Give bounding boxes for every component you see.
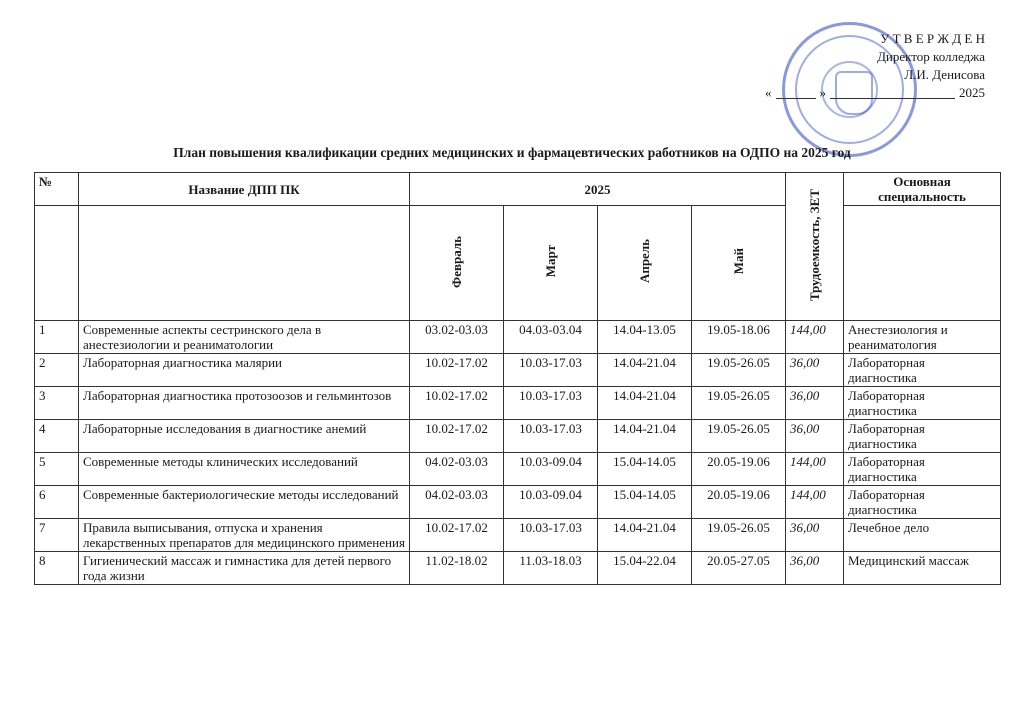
row-zet: 36,00 <box>786 420 844 453</box>
row-mar-dates: 10.03-17.03 <box>504 387 598 420</box>
row-program-name: Современные методы клинических исследований <box>79 453 410 486</box>
row-specialty: Лабораторная диагностика <box>844 387 1001 420</box>
row-zet: 36,00 <box>786 354 844 387</box>
row-apr-dates: 14.04-13.05 <box>598 321 692 354</box>
row-zet: 144,00 <box>786 321 844 354</box>
approval-position: Директор колледжа <box>877 49 985 64</box>
row-num: 5 <box>35 453 79 486</box>
approval-date-line <box>765 84 985 102</box>
row-num: 2 <box>35 354 79 387</box>
row-apr-dates: 14.04-21.04 <box>598 354 692 387</box>
row-zet: 36,00 <box>786 387 844 420</box>
header-month-feb: Февраль <box>410 206 504 321</box>
row-program-name: Лабораторная диагностика протозоозов и гельминтозов <box>79 387 410 420</box>
row-program-name: Лабораторные исследования в диагностике анемий <box>79 420 410 453</box>
header-month-apr: Апрель <box>598 206 692 321</box>
table-body <box>35 321 1001 585</box>
row-feb-dates: 04.02-03.03 <box>410 453 504 486</box>
row-apr-dates: 15.04-14.05 <box>598 453 692 486</box>
row-zet: 144,00 <box>786 486 844 519</box>
header-specialty: Основная специальность <box>844 173 1001 206</box>
row-specialty: Лабораторная диагностика <box>844 354 1001 387</box>
row-mar-dates: 10.03-09.04 <box>504 453 598 486</box>
row-num: 7 <box>35 519 79 552</box>
row-may-dates: 19.05-26.05 <box>692 420 786 453</box>
row-specialty: Лабораторная диагностика <box>844 420 1001 453</box>
date-day-blank <box>776 98 816 99</box>
row-may-dates: 19.05-18.06 <box>692 321 786 354</box>
row-mar-dates: 10.03-17.03 <box>504 519 598 552</box>
header-name-blank <box>79 206 410 321</box>
row-may-dates: 20.05-19.06 <box>692 453 786 486</box>
approval-block <box>765 30 985 102</box>
row-num: 3 <box>35 387 79 420</box>
table-row <box>35 519 1001 552</box>
row-mar-dates: 10.03-17.03 <box>504 420 598 453</box>
quote-open: « <box>765 85 772 100</box>
row-zet: 144,00 <box>786 453 844 486</box>
row-may-dates: 20.05-19.06 <box>692 486 786 519</box>
row-feb-dates: 10.02-17.02 <box>410 354 504 387</box>
row-specialty: Медицинский массаж <box>844 552 1001 585</box>
row-num: 6 <box>35 486 79 519</box>
row-may-dates: 20.05-27.05 <box>692 552 786 585</box>
row-may-dates: 19.05-26.05 <box>692 519 786 552</box>
row-mar-dates: 11.03-18.03 <box>504 552 598 585</box>
table-row <box>35 321 1001 354</box>
row-apr-dates: 14.04-21.04 <box>598 519 692 552</box>
table-row <box>35 354 1001 387</box>
row-apr-dates: 14.04-21.04 <box>598 420 692 453</box>
row-program-name: Гигиенический массаж и гимнастика для детей первого года жизни <box>79 552 410 585</box>
quote-close: » <box>819 85 826 100</box>
row-program-name: Современные бактериологические методы исследований <box>79 486 410 519</box>
row-mar-dates: 04.03-03.04 <box>504 321 598 354</box>
header-num-blank <box>35 206 79 321</box>
row-program-name: Современные аспекты сестринского дела в анестезиологии и реаниматологии <box>79 321 410 354</box>
table-row <box>35 552 1001 585</box>
training-plan-table <box>34 172 1001 585</box>
row-zet: 36,00 <box>786 552 844 585</box>
row-specialty: Лабораторная диагностика <box>844 453 1001 486</box>
row-may-dates: 19.05-26.05 <box>692 387 786 420</box>
page-title: План повышения квалификации средних медицинских и фармацевтических работников на ОДПО на 2025 год <box>173 145 851 160</box>
table-row <box>35 420 1001 453</box>
header-zet <box>786 173 844 321</box>
row-feb-dates: 11.02-18.02 <box>410 552 504 585</box>
row-feb-dates: 10.02-17.02 <box>410 519 504 552</box>
row-specialty: Лечебное дело <box>844 519 1001 552</box>
row-apr-dates: 14.04-21.04 <box>598 387 692 420</box>
row-specialty: Анестезиология и реаниматология <box>844 321 1001 354</box>
header-specialty-blank <box>844 206 1001 321</box>
approval-name: Л.И. Денисова <box>904 67 985 82</box>
header-num: № <box>35 173 79 206</box>
approval-status: У Т В Е Р Ж Д Е Н <box>880 31 985 46</box>
row-apr-dates: 15.04-22.04 <box>598 552 692 585</box>
header-name: Название ДПП ПК <box>79 173 410 206</box>
row-mar-dates: 10.03-17.03 <box>504 354 598 387</box>
row-specialty: Лабораторная диагностика <box>844 486 1001 519</box>
row-zet: 36,00 <box>786 519 844 552</box>
row-num: 4 <box>35 420 79 453</box>
row-feb-dates: 03.02-03.03 <box>410 321 504 354</box>
row-apr-dates: 15.04-14.05 <box>598 486 692 519</box>
date-month-blank <box>830 98 955 99</box>
header-zet-label: Трудоемкость, ЗЕТ <box>807 188 822 302</box>
header-row-top <box>35 173 1001 206</box>
row-num: 1 <box>35 321 79 354</box>
row-feb-dates: 10.02-17.02 <box>410 420 504 453</box>
header-year: 2025 <box>410 173 786 206</box>
row-program-name: Правила выписывания, отпуска и хранения лекарственных препаратов для медицинского применения <box>79 519 410 552</box>
row-feb-dates: 10.02-17.02 <box>410 387 504 420</box>
table-row <box>35 387 1001 420</box>
table-row <box>35 453 1001 486</box>
header-month-mar: Март <box>504 206 598 321</box>
table-row <box>35 486 1001 519</box>
approval-year: 2025 <box>959 85 985 100</box>
header-row-months <box>35 206 1001 321</box>
row-mar-dates: 10.03-09.04 <box>504 486 598 519</box>
row-may-dates: 19.05-26.05 <box>692 354 786 387</box>
row-num: 8 <box>35 552 79 585</box>
row-program-name: Лабораторная диагностика малярии <box>79 354 410 387</box>
row-feb-dates: 04.02-03.03 <box>410 486 504 519</box>
header-month-may: Май <box>692 206 786 321</box>
